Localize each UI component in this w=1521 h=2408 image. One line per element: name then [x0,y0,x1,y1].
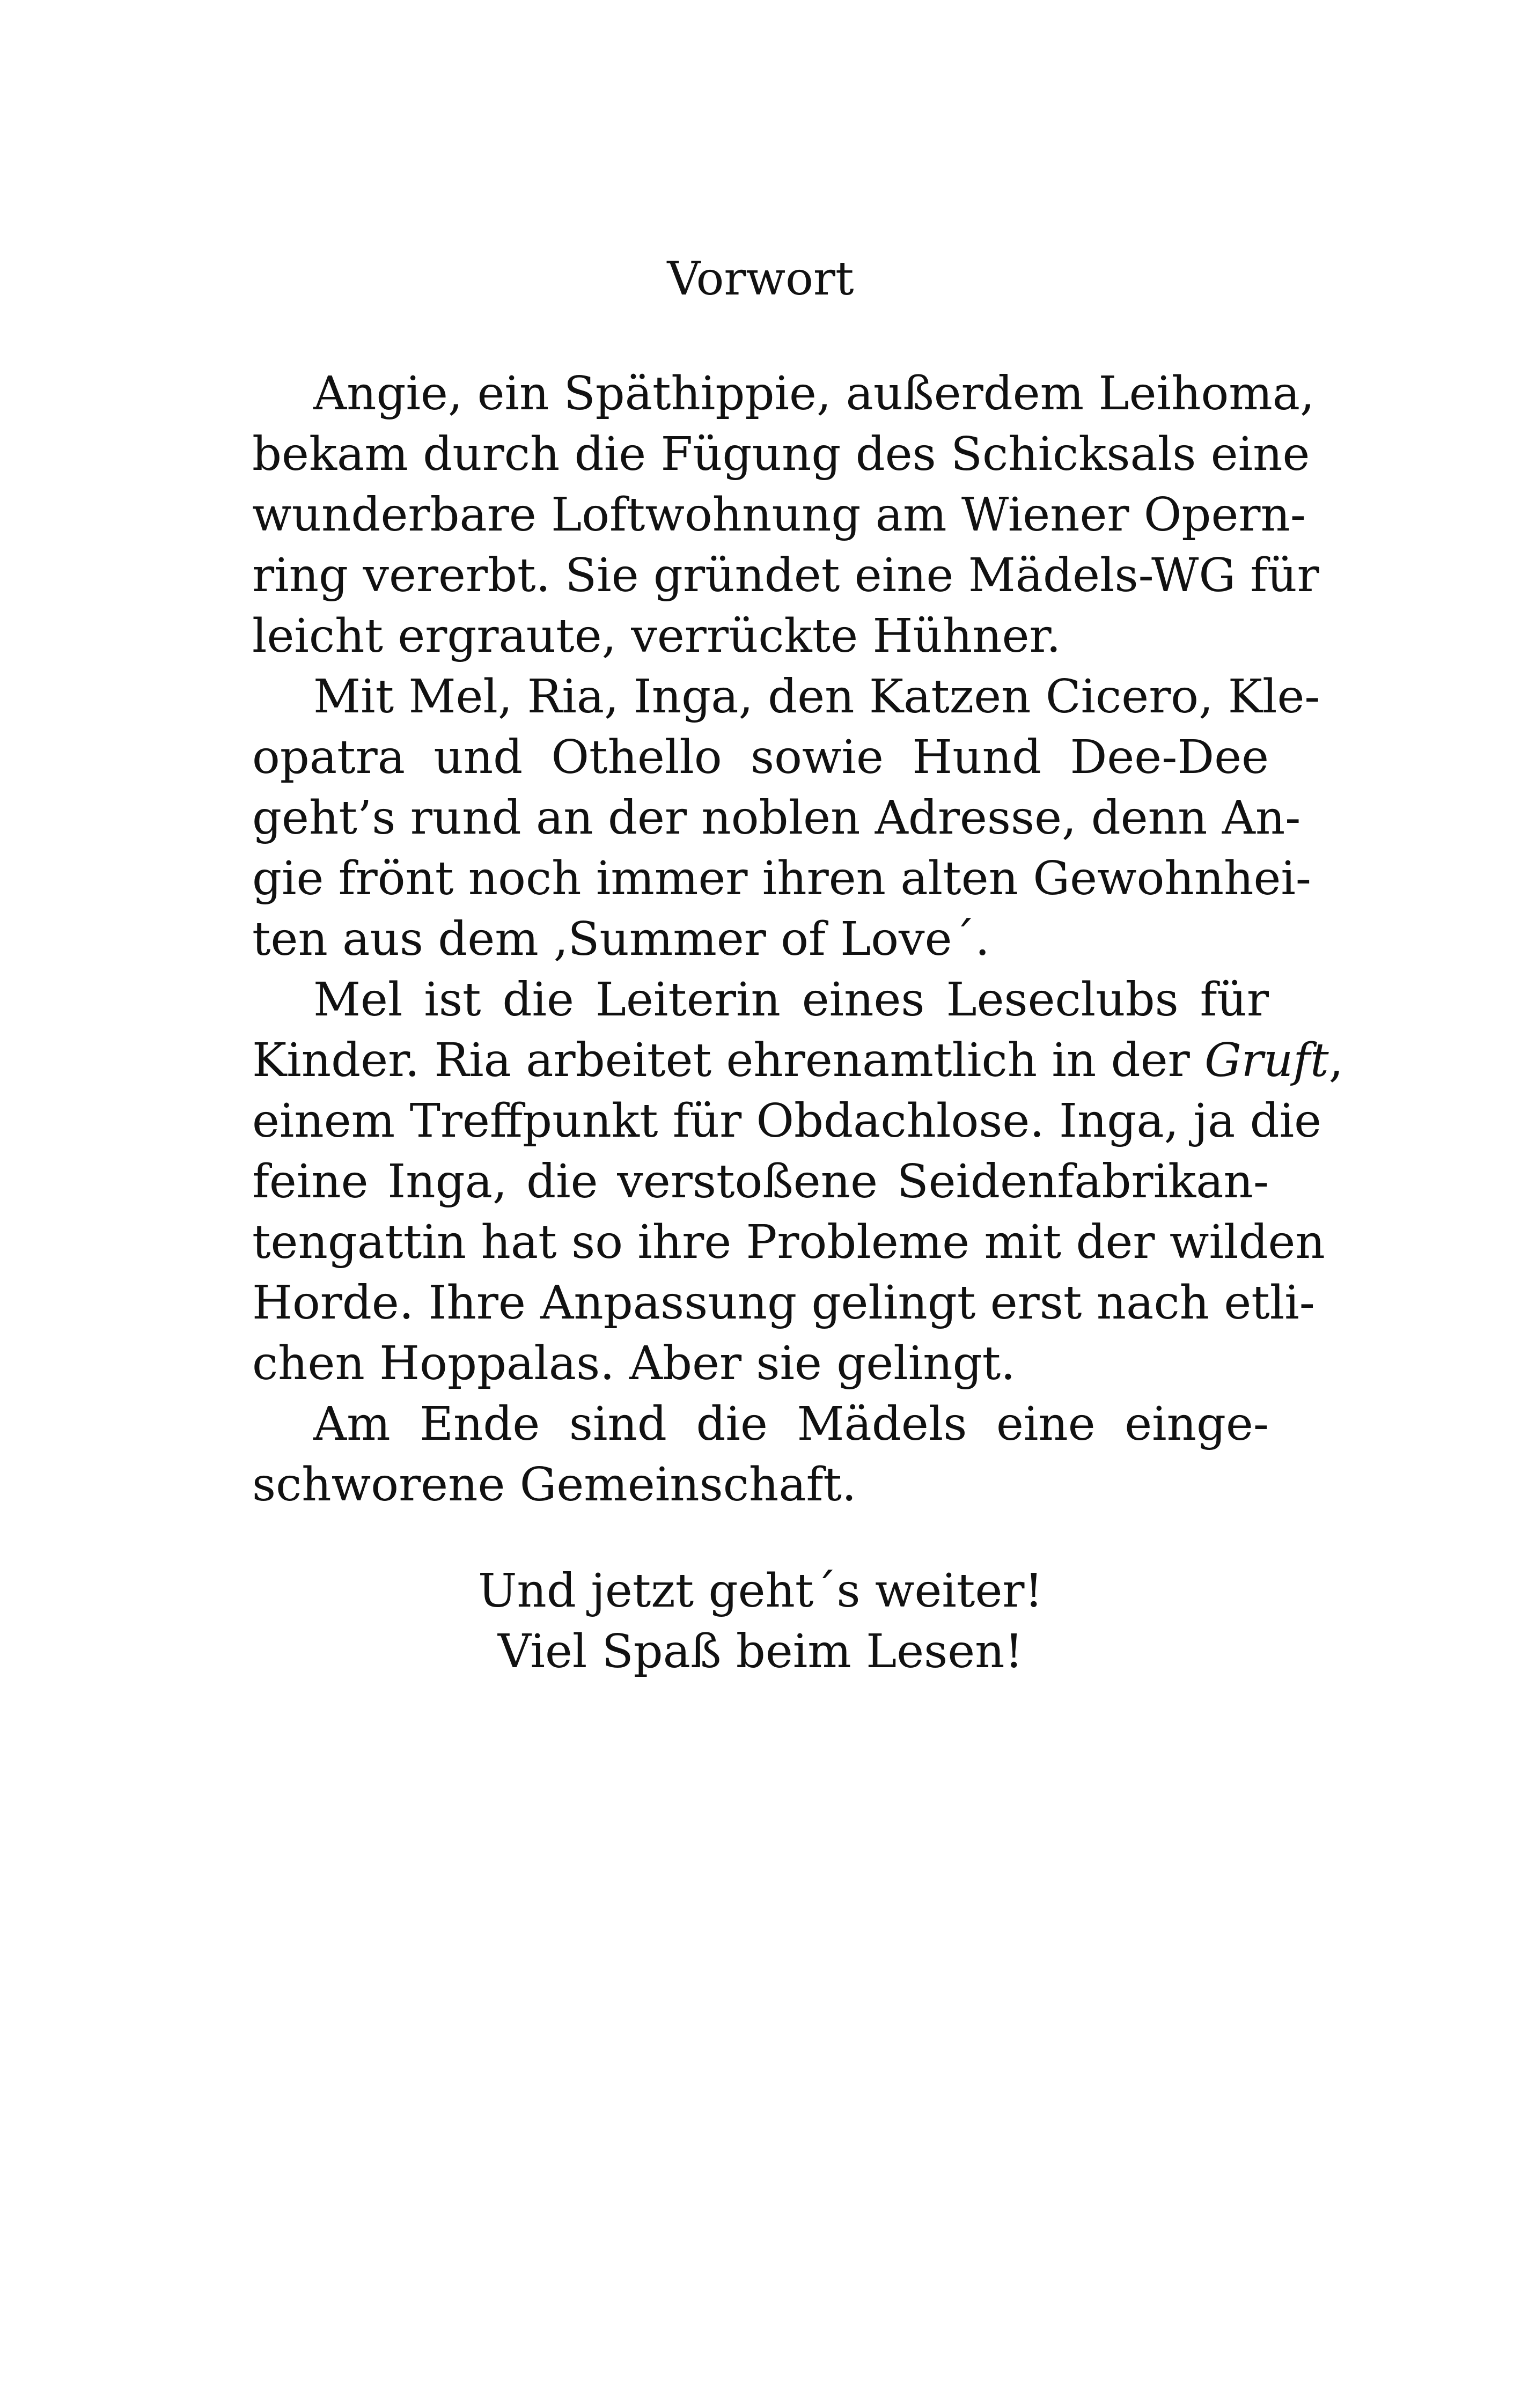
text-line: Mel ist die Leiterin eines Leseclubs für [313,973,1269,1027]
text-line: geht’s rund an der noblen Adresse, denn An- [252,791,1301,845]
text-line: wunderbare Loftwohnung am Wiener Opern- [252,488,1306,542]
text-line: Mit Mel, Ria, Inga, den Katzen Cicero, Kle- [313,670,1320,724]
text-line: Angie, ein Späthippie, außerdem Leihoma, [313,367,1315,421]
text-line: einem Treffpunkt für Obdachlose. Inga, ja die [252,1094,1322,1148]
text-line-with-italic: Kinder. Ria arbeitet ehrenamtlich in der Gruft, [252,1034,1343,1087]
closing-lines [0,1561,1521,1682]
text-line: opatra und Othello sowie Hund Dee-Dee [252,731,1269,784]
text-line: ring vererbt. Sie gründet eine Mädels-WG für [252,549,1319,602]
text-line: schworene Gemeinschaft. [252,1458,857,1512]
text-line: feine Inga, die verstoßene Seidenfabrikan- [252,1155,1269,1209]
preface-body [252,364,1343,1515]
text-line: tengattin hat so ihre Probleme mit der wilden [252,1216,1325,1269]
text-line: bekam durch die Fügung des Schicksals eine [252,428,1310,481]
text-line: Horde. Ihre Anpassung gelingt erst nach etli- [252,1276,1315,1330]
closing-line: Und jetzt geht´s weiter! [477,1564,1044,1618]
page-title: Vorwort [667,252,854,306]
text-line: gie frönt noch immer ihren alten Gewohnhei- [252,852,1311,905]
text-line: Am Ende sind die Mädels eine einge- [313,1397,1269,1451]
text-line: chen Hoppalas. Aber sie gelingt. [252,1337,1016,1390]
closing-line: Viel Spaß beim Lesen! [497,1625,1024,1678]
text-line: ten aus dem ‚Summer of Love´. [252,912,990,966]
text-line: leicht ergraute, verrückte Hühner. [252,609,1061,663]
italic-word: Gruft [1204,1034,1329,1087]
